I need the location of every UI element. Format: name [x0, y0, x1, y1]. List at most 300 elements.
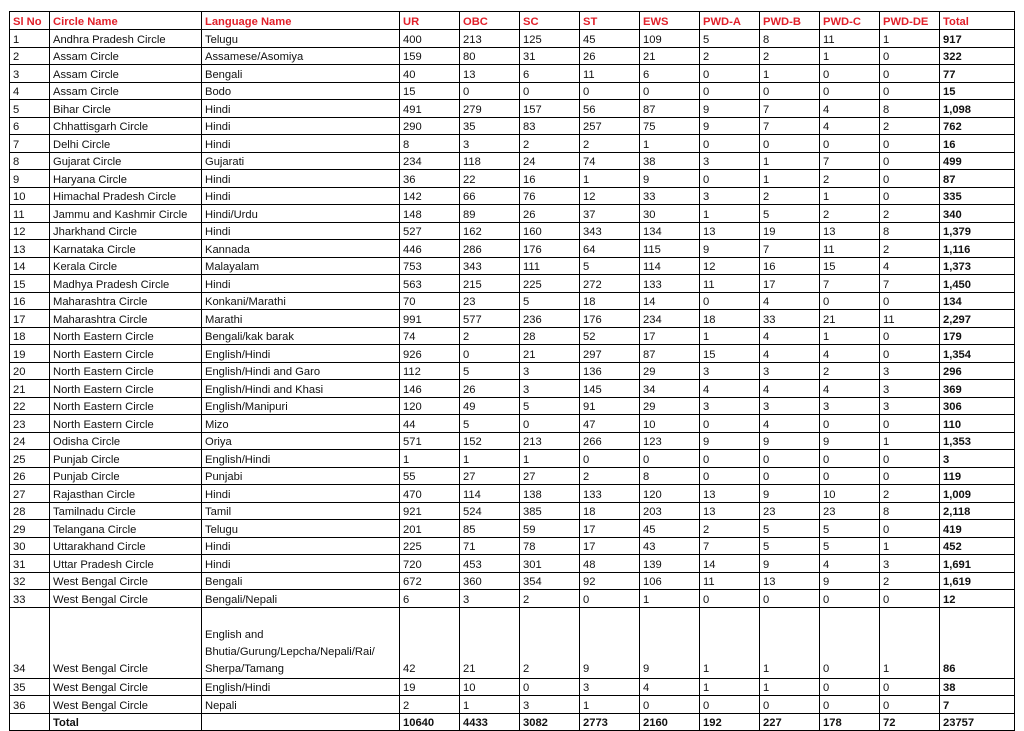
- table-row: [10, 135, 1015, 153]
- cell-ews: 33: [640, 187, 700, 205]
- cell-sc: 225: [520, 275, 580, 293]
- cell-pwd-de: 3: [880, 397, 940, 415]
- cell-circle-name: Chhattisgarh Circle: [50, 117, 202, 135]
- cell-pwd-de: 0: [880, 696, 940, 714]
- cell-sl-no: 32: [10, 572, 50, 590]
- cell-sc: 385: [520, 502, 580, 520]
- cell-ur: 40: [400, 65, 460, 83]
- cell-pwd-c: 0: [820, 65, 880, 83]
- cell-pwd-de: 0: [880, 47, 940, 65]
- cell-st: 145: [580, 380, 640, 398]
- cell-ews: 109: [640, 30, 700, 48]
- cell-total: 499: [940, 152, 1015, 170]
- cell-language-name: Hindi: [202, 555, 400, 573]
- cell-language-name: Gujarati: [202, 152, 400, 170]
- cell-circle-name: Rajasthan Circle: [50, 485, 202, 503]
- cell-circle-name: Assam Circle: [50, 65, 202, 83]
- cell-st: 2: [580, 467, 640, 485]
- cell-sl-no: 31: [10, 555, 50, 573]
- cell-obc: 22: [460, 170, 520, 188]
- table-row: [10, 205, 1015, 223]
- cell-ur: 921: [400, 502, 460, 520]
- cell-sc: 176: [520, 240, 580, 258]
- header-row: [10, 12, 1015, 30]
- total-language-name: [202, 713, 400, 731]
- cell-pwd-de: 8: [880, 502, 940, 520]
- cell-total: 12: [940, 590, 1015, 608]
- cell-sc: 59: [520, 520, 580, 538]
- cell-pwd-de: 0: [880, 590, 940, 608]
- cell-ur: 74: [400, 327, 460, 345]
- cell-sc: 83: [520, 117, 580, 135]
- cell-sl-no: 14: [10, 257, 50, 275]
- cell-ur: 1: [400, 450, 460, 468]
- cell-obc: 279: [460, 100, 520, 118]
- cell-ur: 146: [400, 380, 460, 398]
- cell-pwd-de: 2: [880, 117, 940, 135]
- cell-circle-name: Tamilnadu Circle: [50, 502, 202, 520]
- cell-ur: 234: [400, 152, 460, 170]
- cell-sl-no: 20: [10, 362, 50, 380]
- cell-pwd-b: 4: [760, 380, 820, 398]
- cell-ews: 17: [640, 327, 700, 345]
- cell-ews: 134: [640, 222, 700, 240]
- cell-pwd-b: 3: [760, 397, 820, 415]
- total-st: 2773: [580, 713, 640, 731]
- cell-ews: 30: [640, 205, 700, 223]
- cell-language-name: Hindi: [202, 100, 400, 118]
- cell-ur: 2: [400, 696, 460, 714]
- cell-pwd-a: 0: [700, 82, 760, 100]
- vacancy-table-container: [9, 11, 1015, 731]
- cell-pwd-b: 5: [760, 205, 820, 223]
- cell-pwd-c: 0: [820, 415, 880, 433]
- total-sc: 3082: [520, 713, 580, 731]
- cell-ur: 201: [400, 520, 460, 538]
- cell-total: 110: [940, 415, 1015, 433]
- header-language-name: Language Name: [202, 12, 400, 30]
- cell-sl-no: 6: [10, 117, 50, 135]
- cell-pwd-b: 0: [760, 450, 820, 468]
- cell-language-name: Hindi: [202, 275, 400, 293]
- cell-pwd-de: 1: [880, 432, 940, 450]
- cell-ews: 75: [640, 117, 700, 135]
- cell-circle-name: Himachal Pradesh Circle: [50, 187, 202, 205]
- header-pwd-de: PWD-DE: [880, 12, 940, 30]
- cell-ur: 926: [400, 345, 460, 363]
- table-row: [10, 397, 1015, 415]
- table-row: [10, 678, 1015, 696]
- cell-pwd-a: 2: [700, 47, 760, 65]
- cell-st: 297: [580, 345, 640, 363]
- cell-ur: 753: [400, 257, 460, 275]
- cell-sl-no: 8: [10, 152, 50, 170]
- cell-pwd-c: 2: [820, 205, 880, 223]
- cell-obc: 5: [460, 415, 520, 433]
- cell-language-name: Marathi: [202, 310, 400, 328]
- cell-ews: 133: [640, 275, 700, 293]
- cell-sc: 2: [520, 590, 580, 608]
- cell-pwd-c: 4: [820, 117, 880, 135]
- cell-language-name: Hindi/Urdu: [202, 205, 400, 223]
- cell-sc: 26: [520, 205, 580, 223]
- cell-pwd-de: 11: [880, 310, 940, 328]
- cell-circle-name: Haryana Circle: [50, 170, 202, 188]
- cell-pwd-a: 0: [700, 170, 760, 188]
- cell-st: 92: [580, 572, 640, 590]
- cell-st: 11: [580, 65, 640, 83]
- cell-pwd-b: 19: [760, 222, 820, 240]
- cell-ur: 491: [400, 100, 460, 118]
- cell-st: 136: [580, 362, 640, 380]
- cell-sc: 16: [520, 170, 580, 188]
- cell-circle-name: Jammu and Kashmir Circle: [50, 205, 202, 223]
- cell-pwd-b: 7: [760, 240, 820, 258]
- cell-pwd-de: 2: [880, 205, 940, 223]
- table-row: [10, 327, 1015, 345]
- cell-ews: 1: [640, 590, 700, 608]
- cell-language-name: English/Hindi and Garo: [202, 362, 400, 380]
- cell-sl-no: 11: [10, 205, 50, 223]
- cell-ews: 0: [640, 450, 700, 468]
- cell-pwd-b: 33: [760, 310, 820, 328]
- cell-total: 452: [940, 537, 1015, 555]
- cell-pwd-a: 12: [700, 257, 760, 275]
- cell-pwd-a: 13: [700, 222, 760, 240]
- cell-ews: 1: [640, 135, 700, 153]
- table-row: [10, 222, 1015, 240]
- cell-circle-name: Jharkhand Circle: [50, 222, 202, 240]
- cell-language-name: Assamese/Asomiya: [202, 47, 400, 65]
- cell-ews: 0: [640, 696, 700, 714]
- cell-pwd-c: 9: [820, 572, 880, 590]
- cell-pwd-b: 1: [760, 65, 820, 83]
- cell-language-name: Tamil: [202, 502, 400, 520]
- cell-pwd-de: 0: [880, 292, 940, 310]
- cell-circle-name: West Bengal Circle: [50, 696, 202, 714]
- cell-pwd-c: 0: [820, 135, 880, 153]
- cell-pwd-de: 1: [880, 30, 940, 48]
- cell-pwd-a: 0: [700, 467, 760, 485]
- cell-pwd-a: 1: [700, 205, 760, 223]
- cell-pwd-de: 0: [880, 327, 940, 345]
- cell-circle-name: Assam Circle: [50, 47, 202, 65]
- cell-pwd-b: 1: [760, 678, 820, 696]
- cell-language-name: Hindi: [202, 222, 400, 240]
- cell-circle-name: North Eastern Circle: [50, 380, 202, 398]
- header-total: Total: [940, 12, 1015, 30]
- cell-ews: 114: [640, 257, 700, 275]
- cell-st: 74: [580, 152, 640, 170]
- cell-pwd-b: 4: [760, 292, 820, 310]
- cell-sc: 213: [520, 432, 580, 450]
- cell-pwd-c: 1: [820, 187, 880, 205]
- cell-pwd-a: 0: [700, 696, 760, 714]
- cell-pwd-a: 3: [700, 397, 760, 415]
- table-row: [10, 117, 1015, 135]
- table-row: [10, 82, 1015, 100]
- cell-pwd-c: 11: [820, 240, 880, 258]
- table-row: [10, 450, 1015, 468]
- cell-circle-name: Bihar Circle: [50, 100, 202, 118]
- header-pwd-a: PWD-A: [700, 12, 760, 30]
- cell-ur: 290: [400, 117, 460, 135]
- cell-sl-no: 17: [10, 310, 50, 328]
- cell-total: 1,450: [940, 275, 1015, 293]
- cell-sc: 111: [520, 257, 580, 275]
- cell-ur: 120: [400, 397, 460, 415]
- cell-obc: 13: [460, 65, 520, 83]
- cell-pwd-c: 5: [820, 520, 880, 538]
- cell-pwd-a: 0: [700, 415, 760, 433]
- cell-sc: 5: [520, 397, 580, 415]
- cell-language-name: Hindi: [202, 187, 400, 205]
- cell-pwd-a: 2: [700, 520, 760, 538]
- cell-sl-no: 23: [10, 415, 50, 433]
- cell-pwd-b: 17: [760, 275, 820, 293]
- table-row: [10, 555, 1015, 573]
- cell-pwd-a: 0: [700, 65, 760, 83]
- cell-language-name: Bodo: [202, 82, 400, 100]
- cell-sc: 6: [520, 65, 580, 83]
- cell-pwd-a: 3: [700, 187, 760, 205]
- cell-st: 52: [580, 327, 640, 345]
- cell-ews: 43: [640, 537, 700, 555]
- cell-sl-no: 5: [10, 100, 50, 118]
- cell-obc: 3: [460, 135, 520, 153]
- table-row: [10, 187, 1015, 205]
- cell-obc: 66: [460, 187, 520, 205]
- cell-ur: 571: [400, 432, 460, 450]
- table-row: [10, 537, 1015, 555]
- cell-st: 133: [580, 485, 640, 503]
- cell-sc: 3: [520, 362, 580, 380]
- cell-total: 296: [940, 362, 1015, 380]
- cell-circle-name: Madhya Pradesh Circle: [50, 275, 202, 293]
- cell-language-name: Nepali: [202, 696, 400, 714]
- cell-ur: 991: [400, 310, 460, 328]
- cell-ur: 36: [400, 170, 460, 188]
- cell-pwd-a: 7: [700, 537, 760, 555]
- cell-ews: 8: [640, 467, 700, 485]
- cell-pwd-b: 0: [760, 696, 820, 714]
- cell-total: 1,009: [940, 485, 1015, 503]
- cell-st: 64: [580, 240, 640, 258]
- cell-sl-no: 28: [10, 502, 50, 520]
- cell-pwd-a: 5: [700, 30, 760, 48]
- cell-ews: 6: [640, 65, 700, 83]
- cell-ur: 446: [400, 240, 460, 258]
- cell-language-name: English/Hindi: [202, 345, 400, 363]
- cell-ews: 38: [640, 152, 700, 170]
- cell-total: 1,098: [940, 100, 1015, 118]
- cell-language-name: English/Hindi and Khasi: [202, 380, 400, 398]
- cell-language-name: Konkani/Marathi: [202, 292, 400, 310]
- table-row: [10, 65, 1015, 83]
- cell-sl-no: 18: [10, 327, 50, 345]
- cell-obc: 35: [460, 117, 520, 135]
- cell-circle-name: Punjab Circle: [50, 450, 202, 468]
- cell-pwd-a: 14: [700, 555, 760, 573]
- cell-pwd-de: 3: [880, 362, 940, 380]
- cell-pwd-b: 9: [760, 485, 820, 503]
- cell-pwd-a: 9: [700, 240, 760, 258]
- cell-pwd-c: 0: [820, 696, 880, 714]
- cell-obc: 1: [460, 450, 520, 468]
- cell-pwd-c: 0: [820, 678, 880, 696]
- cell-circle-name: West Bengal Circle: [50, 590, 202, 608]
- cell-pwd-de: 2: [880, 572, 940, 590]
- cell-pwd-a: 9: [700, 432, 760, 450]
- cell-ews: 21: [640, 47, 700, 65]
- cell-ews: 106: [640, 572, 700, 590]
- cell-sl-no: 22: [10, 397, 50, 415]
- cell-total: 335: [940, 187, 1015, 205]
- cell-pwd-de: 0: [880, 467, 940, 485]
- cell-st: 91: [580, 397, 640, 415]
- vacancy-table: [9, 11, 1015, 731]
- cell-pwd-b: 5: [760, 520, 820, 538]
- cell-sl-no: 19: [10, 345, 50, 363]
- cell-pwd-de: 8: [880, 222, 940, 240]
- cell-sl-no: 1: [10, 30, 50, 48]
- cell-ur: 15: [400, 82, 460, 100]
- cell-sl-no: 12: [10, 222, 50, 240]
- cell-pwd-de: 3: [880, 555, 940, 573]
- header-circle-name: Circle Name: [50, 12, 202, 30]
- cell-obc: 0: [460, 82, 520, 100]
- cell-total: 134: [940, 292, 1015, 310]
- cell-sc: 0: [520, 82, 580, 100]
- table-row: [10, 415, 1015, 433]
- table-row: [10, 30, 1015, 48]
- cell-obc: 89: [460, 205, 520, 223]
- table-row: [10, 152, 1015, 170]
- cell-sl-no: 34: [10, 607, 50, 678]
- cell-circle-name: North Eastern Circle: [50, 345, 202, 363]
- cell-pwd-de: 7: [880, 275, 940, 293]
- cell-pwd-b: 4: [760, 415, 820, 433]
- cell-pwd-a: 4: [700, 380, 760, 398]
- cell-ur: 44: [400, 415, 460, 433]
- cell-pwd-a: 1: [700, 607, 760, 678]
- cell-pwd-de: 1: [880, 607, 940, 678]
- cell-pwd-c: 4: [820, 555, 880, 573]
- total-pwd-de: 72: [880, 713, 940, 731]
- cell-sl-no: 10: [10, 187, 50, 205]
- cell-circle-name: North Eastern Circle: [50, 397, 202, 415]
- cell-ews: 4: [640, 678, 700, 696]
- cell-pwd-b: 3: [760, 362, 820, 380]
- cell-sc: 157: [520, 100, 580, 118]
- cell-st: 17: [580, 520, 640, 538]
- cell-pwd-b: 23: [760, 502, 820, 520]
- cell-sl-no: 29: [10, 520, 50, 538]
- cell-pwd-de: 8: [880, 100, 940, 118]
- cell-pwd-a: 9: [700, 100, 760, 118]
- cell-sl-no: 9: [10, 170, 50, 188]
- cell-pwd-b: 4: [760, 345, 820, 363]
- cell-sc: 125: [520, 30, 580, 48]
- table-row: [10, 345, 1015, 363]
- cell-pwd-c: 0: [820, 450, 880, 468]
- cell-sl-no: 36: [10, 696, 50, 714]
- cell-pwd-a: 11: [700, 572, 760, 590]
- cell-pwd-de: 0: [880, 65, 940, 83]
- cell-sc: 236: [520, 310, 580, 328]
- cell-obc: 71: [460, 537, 520, 555]
- cell-sc: 28: [520, 327, 580, 345]
- cell-total: 369: [940, 380, 1015, 398]
- header-pwd-b: PWD-B: [760, 12, 820, 30]
- cell-ews: 234: [640, 310, 700, 328]
- cell-sc: 2: [520, 135, 580, 153]
- cell-st: 37: [580, 205, 640, 223]
- cell-pwd-a: 0: [700, 450, 760, 468]
- cell-total: 306: [940, 397, 1015, 415]
- cell-sc: 27: [520, 467, 580, 485]
- cell-st: 176: [580, 310, 640, 328]
- cell-pwd-c: 0: [820, 607, 880, 678]
- table-row: [10, 572, 1015, 590]
- cell-language-name: Hindi: [202, 135, 400, 153]
- cell-total: 38: [940, 678, 1015, 696]
- cell-ews: 87: [640, 345, 700, 363]
- cell-pwd-de: 0: [880, 135, 940, 153]
- cell-sl-no: 7: [10, 135, 50, 153]
- cell-ews: 139: [640, 555, 700, 573]
- cell-st: 272: [580, 275, 640, 293]
- cell-circle-name: West Bengal Circle: [50, 572, 202, 590]
- cell-ews: 120: [640, 485, 700, 503]
- cell-pwd-de: 0: [880, 82, 940, 100]
- cell-ur: 720: [400, 555, 460, 573]
- cell-st: 1: [580, 170, 640, 188]
- cell-pwd-c: 9: [820, 432, 880, 450]
- cell-pwd-b: 16: [760, 257, 820, 275]
- total-ur: 10640: [400, 713, 460, 731]
- cell-language-name: Hindi: [202, 485, 400, 503]
- cell-circle-name: North Eastern Circle: [50, 362, 202, 380]
- total-circle-name: Total: [50, 713, 202, 731]
- table-row: [10, 590, 1015, 608]
- cell-sl-no: 3: [10, 65, 50, 83]
- cell-total: 16: [940, 135, 1015, 153]
- cell-total: 1,691: [940, 555, 1015, 573]
- cell-obc: 23: [460, 292, 520, 310]
- cell-total: 917: [940, 30, 1015, 48]
- cell-total: 1,379: [940, 222, 1015, 240]
- cell-pwd-b: 7: [760, 100, 820, 118]
- cell-st: 48: [580, 555, 640, 573]
- cell-ur: 400: [400, 30, 460, 48]
- cell-sc: 76: [520, 187, 580, 205]
- cell-total: 419: [940, 520, 1015, 538]
- cell-ews: 87: [640, 100, 700, 118]
- cell-sl-no: 13: [10, 240, 50, 258]
- cell-obc: 85: [460, 520, 520, 538]
- total-total: 23757: [940, 713, 1015, 731]
- cell-pwd-de: 0: [880, 187, 940, 205]
- cell-sc: 3: [520, 380, 580, 398]
- cell-obc: 152: [460, 432, 520, 450]
- cell-sc: 21: [520, 345, 580, 363]
- cell-pwd-a: 13: [700, 502, 760, 520]
- cell-pwd-de: 4: [880, 257, 940, 275]
- cell-st: 0: [580, 82, 640, 100]
- cell-ur: 225: [400, 537, 460, 555]
- cell-circle-name: Telangana Circle: [50, 520, 202, 538]
